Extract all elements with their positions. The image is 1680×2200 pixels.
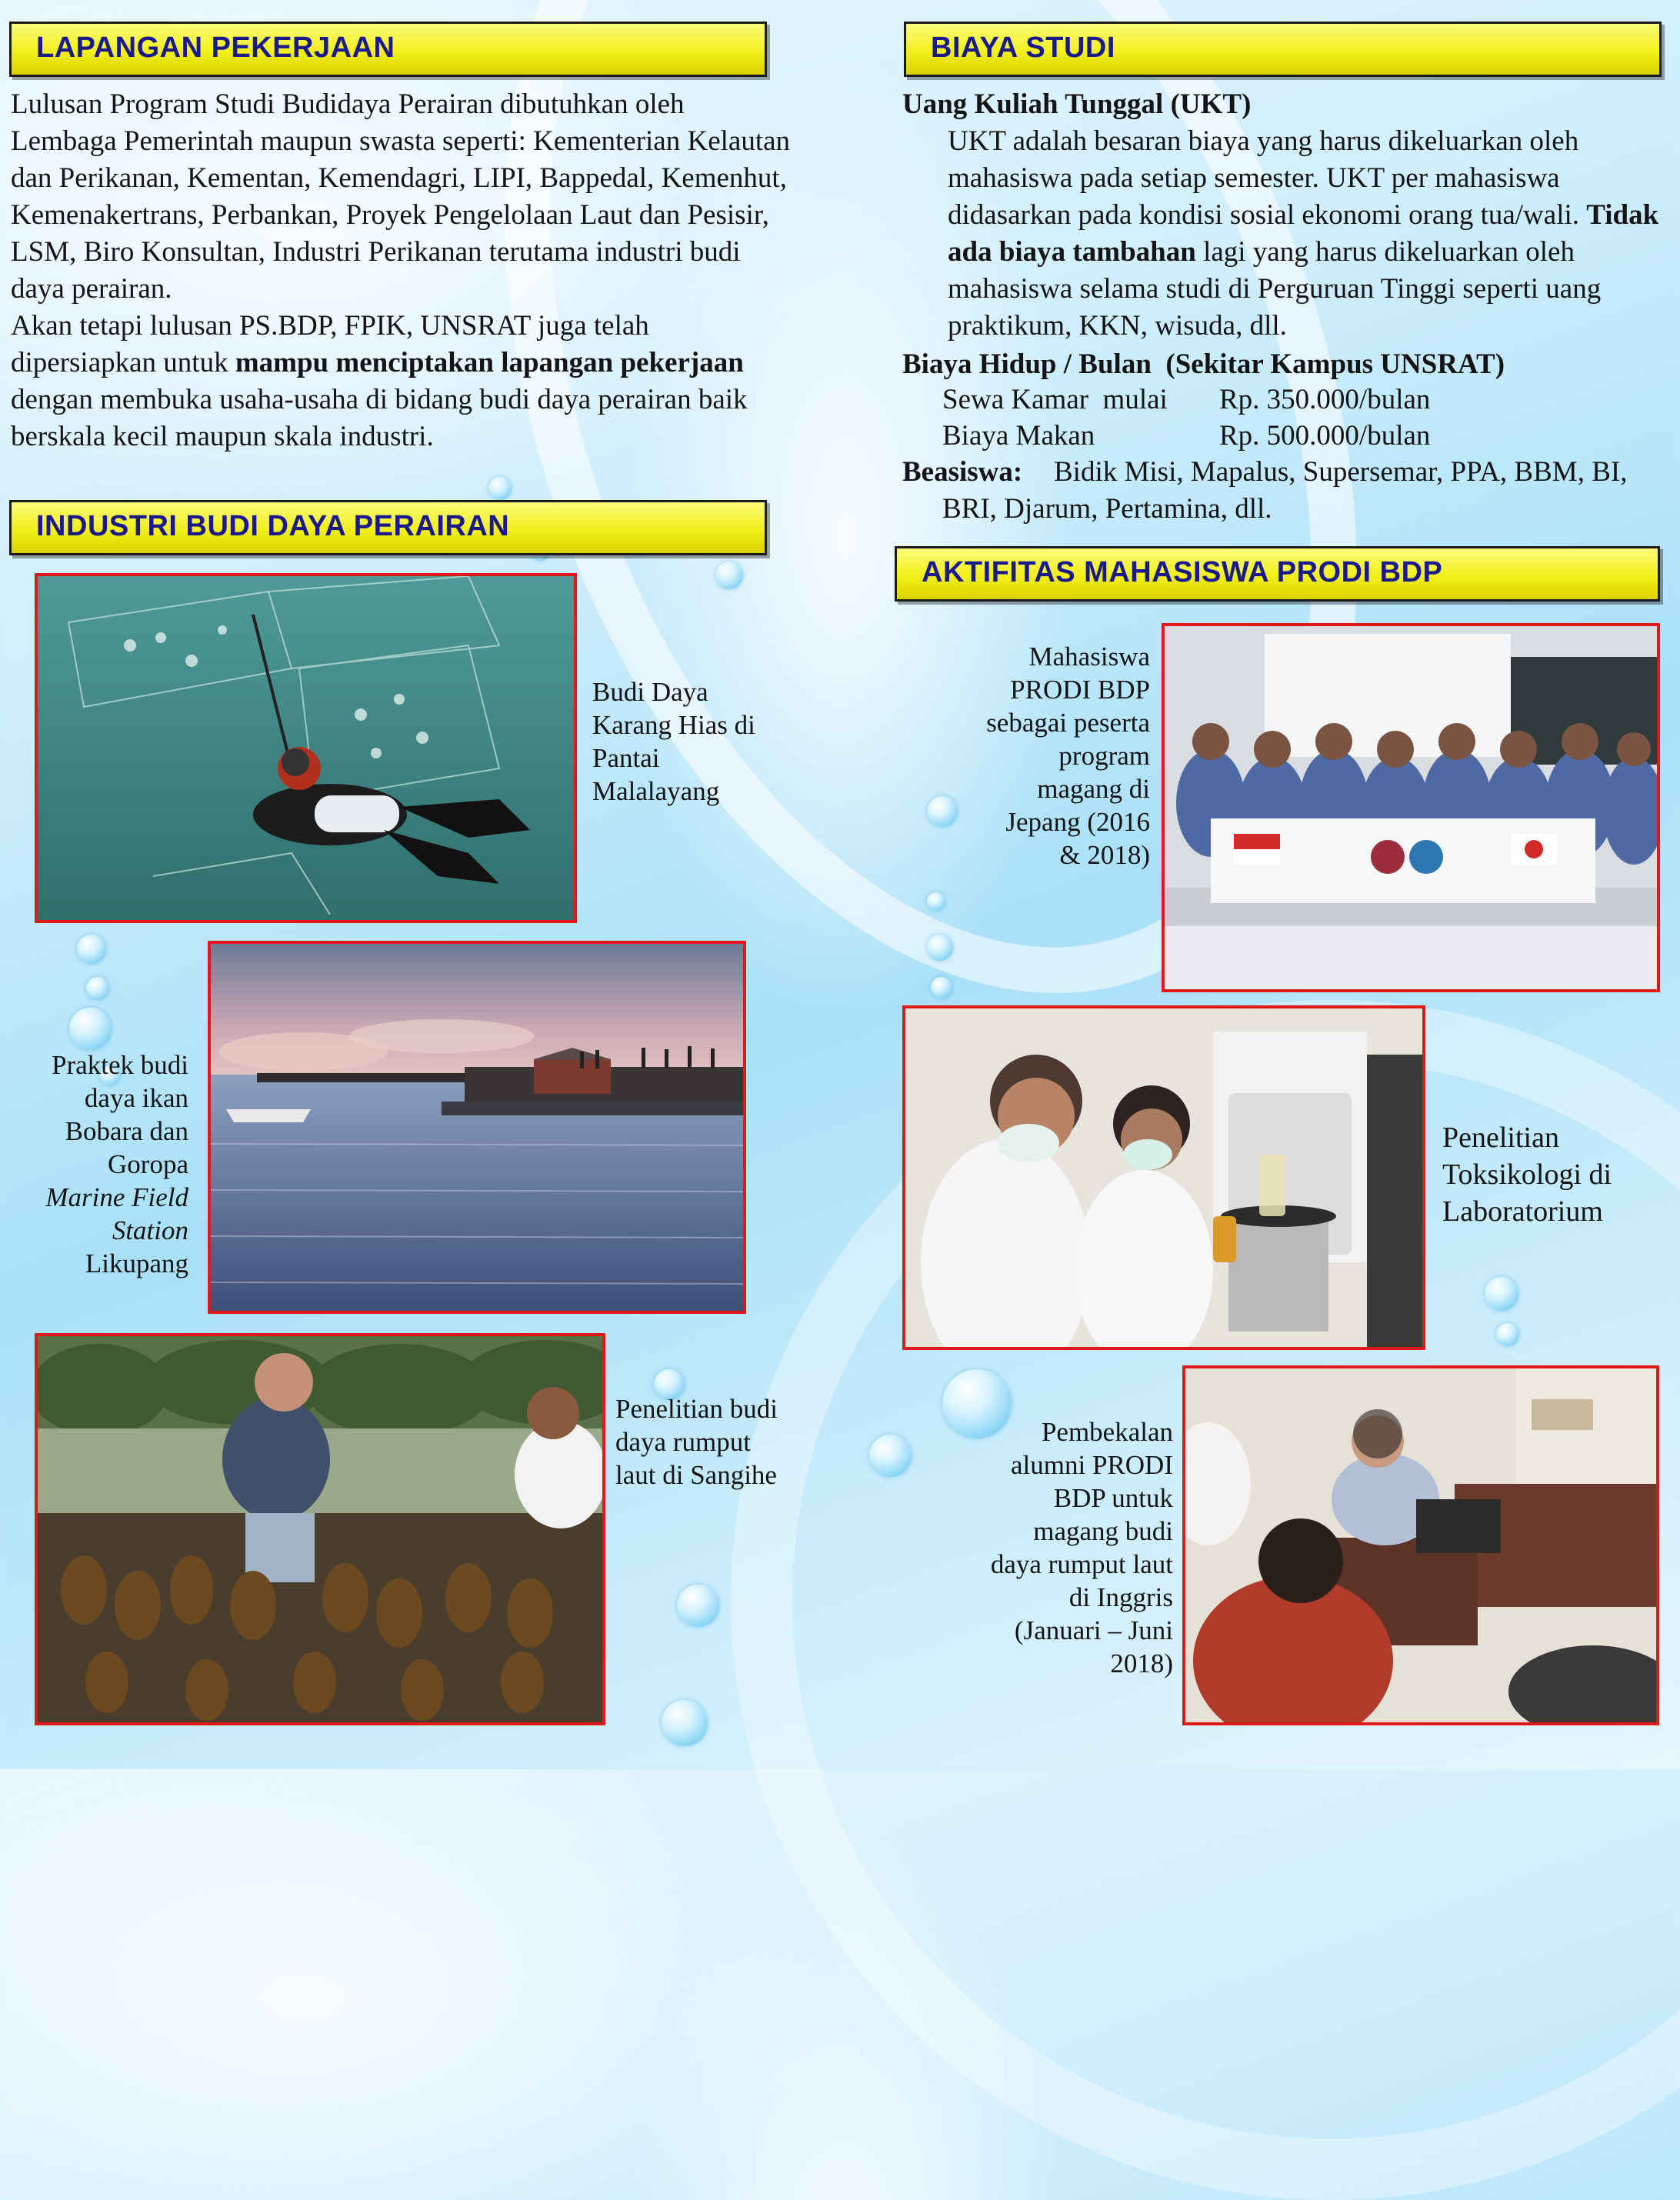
caption-seaweed: Penelitian budi daya rumput laut di Sangihe bbox=[615, 1394, 778, 1490]
cost-row-makan-value: Rp. 500.000/bulan bbox=[1219, 420, 1431, 452]
lapangan-paragraph-2-end: dengan membuka usaha-usaha di bidang budi daya perairan baik berskala kecil maupun skala industri. bbox=[11, 384, 748, 452]
ukt-text bbox=[948, 123, 1675, 345]
photo-fish-farm-pier bbox=[208, 941, 746, 1314]
section-header-aktifitas bbox=[895, 546, 1660, 602]
caption-bobara-text: Praktek budi daya ikan Bobara dan Goropa bbox=[52, 1050, 188, 1179]
lab-illustration bbox=[905, 1008, 1422, 1347]
caption-japan: Mahasiswa PRODI BDP sebagai peserta program magang di Jepang (2016 & 2018) bbox=[986, 642, 1150, 870]
bubble-decoration bbox=[927, 935, 953, 961]
section-title: AKTIFITAS MAHASISWA PRODI BDP bbox=[922, 556, 1443, 588]
lapangan-paragraph-2-bold: mampu menciptakan lapangan pekerjaan bbox=[235, 347, 744, 378]
briefing-illustration bbox=[1185, 1368, 1656, 1722]
bubble-decoration bbox=[1485, 1277, 1518, 1311]
bubble-decoration bbox=[1496, 1323, 1519, 1346]
pier-illustration bbox=[211, 944, 743, 1311]
bubble-decoration bbox=[677, 1585, 719, 1627]
bubble-decoration bbox=[715, 562, 743, 589]
ukt-paragraph-end: lagi yang harus dikeluarkan oleh mahasiswa selama studi di Perguruan Tinggi seperti uang praktikum, KKN, wisuda, dll. bbox=[948, 236, 1602, 342]
caption-coral: Budi Daya Karang Hias di Pantai Malalayang bbox=[592, 677, 755, 806]
section-header-lapangan-pekerjaan bbox=[9, 22, 767, 77]
section-title: BIAYA STUDI bbox=[931, 32, 1115, 64]
bubble-decoration bbox=[931, 977, 952, 998]
ukt-heading: Uang Kuliah Tunggal (UKT) bbox=[902, 88, 1252, 120]
cost-row-makan-label: Biaya Makan bbox=[942, 420, 1095, 452]
caption-england: Pembekalan alumni PRODI BDP untuk magang budi daya rumput laut di Inggris (Januari – Juni 2018) bbox=[990, 1417, 1173, 1678]
beasiswa-text: Bidik Misi, Mapalus, Supersemar, PPA, BBM, BI, BRI, Djarum, Pertamina, dll. bbox=[942, 456, 1628, 525]
lapangan-paragraph-1: Lulusan Program Studi Budidaya Perairan dibutuhkan oleh Lembaga Pemerintah maupun swasta seperti: Kementerian Kelautan dan Perikanan, Kementan, Kemendagri, LIPI, Bappedal, Kemenhut, Kemenakertrans, Perbankan, Proyek Pengelolaan Laut dan Pesisir, LSM, Biro Konsultan, Industri Perikanan terutama industri budi daya perairan. bbox=[11, 88, 791, 305]
bubble-decoration bbox=[86, 977, 109, 1000]
photo-japan-internship bbox=[1162, 623, 1660, 992]
caption-bobara-place: Likupang bbox=[85, 1248, 188, 1278]
caption-bobara-goropa bbox=[15, 1048, 188, 1280]
photo-seaweed-sangihe bbox=[35, 1333, 605, 1725]
section-title: LAPANGAN PEKERJAAN bbox=[36, 32, 395, 64]
lapangan-paragraph-2-start: Akan tetapi lulusan PS.BDP, FPIK, UNSRAT juga telah dipersiapkan untuk bbox=[11, 310, 649, 378]
cost-row-sewa-label: Sewa Kamar mulai bbox=[942, 384, 1168, 415]
caption-bobara-station: Marine Field Station bbox=[45, 1182, 188, 1245]
photo-england-briefing bbox=[1182, 1365, 1659, 1725]
lapangan-pekerjaan-text bbox=[11, 86, 795, 455]
bubble-decoration bbox=[927, 796, 958, 827]
bubble-decoration bbox=[662, 1700, 708, 1746]
photo-coral-diver bbox=[35, 573, 577, 923]
beasiswa-label: Beasiswa: bbox=[902, 456, 1023, 488]
cost-row-sewa-value: Rp. 350.000/bulan bbox=[1219, 384, 1431, 415]
photo-toxicology-lab bbox=[902, 1005, 1425, 1350]
section-header-industri bbox=[9, 500, 767, 555]
bubble-decoration bbox=[488, 477, 512, 500]
group-illustration bbox=[1165, 626, 1657, 989]
ukt-paragraph-bold: Tidak ada biaya tambahan bbox=[948, 199, 1659, 268]
bubble-decoration bbox=[69, 1008, 112, 1050]
seaweed-illustration bbox=[38, 1336, 602, 1722]
diver-illustration bbox=[38, 576, 574, 920]
biaya-hidup-heading: Biaya Hidup / Bulan (Sekitar Kampus UNSRAT) bbox=[902, 348, 1505, 380]
bubble-decoration bbox=[77, 935, 106, 964]
section-title: INDUSTRI BUDI DAYA PERAIRAN bbox=[36, 510, 510, 542]
section-header-biaya-studi bbox=[904, 22, 1662, 77]
bubble-decoration bbox=[927, 892, 945, 911]
bubble-decoration bbox=[869, 1435, 912, 1477]
ukt-paragraph-start: UKT adalah besaran biaya yang harus dikeluarkan oleh mahasiswa pada setiap semester. UKT per mahasiswa didasarkan pada kondisi sosial ekonomi orang tua/wali. bbox=[948, 125, 1580, 231]
caption-toxicology: Penelitian Toksikologi di Laboratorium bbox=[1442, 1122, 1612, 1228]
